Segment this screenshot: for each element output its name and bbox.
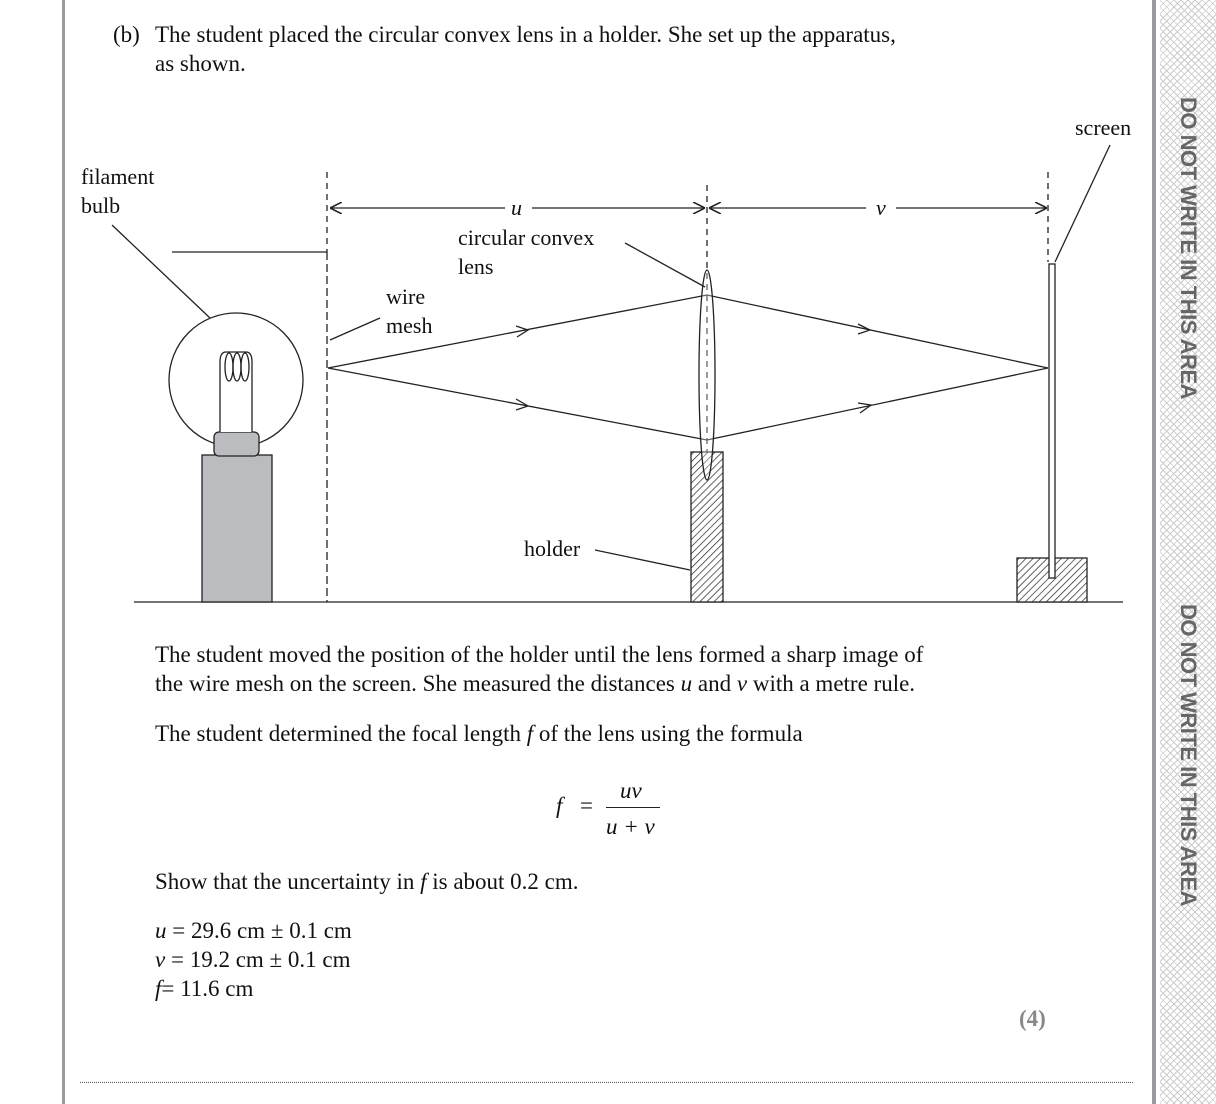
- data-line: [155, 945, 351, 974]
- label-holder: holder: [524, 536, 581, 561]
- symbol-u: u: [680, 671, 693, 696]
- symbol: f: [155, 976, 162, 1001]
- screen-leader: [1055, 145, 1110, 262]
- answer-line[interactable]: [80, 1082, 1133, 1083]
- do-not-write-label: DO NOT WRITE IN THIS AREA: [1176, 96, 1201, 400]
- ray-upper: [328, 295, 1048, 368]
- intro-text: as shown.: [155, 51, 246, 76]
- symbol: u: [155, 918, 167, 943]
- fraction-bar: [606, 807, 660, 808]
- label-bulb: bulb: [81, 193, 121, 218]
- bulb-leader: [112, 225, 210, 318]
- ray-lower: [328, 368, 1048, 440]
- label-wire: wire: [386, 284, 426, 309]
- bulb-cap: [214, 432, 259, 456]
- convex-lens: [699, 270, 715, 480]
- symbol-f: f: [526, 721, 534, 746]
- value: = 11.6 cm: [161, 976, 254, 1001]
- symbol-f: f: [420, 869, 427, 894]
- text: Show that the uncertainty in: [155, 869, 421, 894]
- formula-denominator: u + v: [606, 814, 655, 839]
- label-screen: screen: [1075, 115, 1132, 140]
- formula-numerator: uv: [620, 778, 642, 803]
- holder-leader: [595, 550, 690, 570]
- data-line: [155, 974, 253, 1003]
- label-lens: lens: [458, 254, 494, 279]
- text: The student determined the focal length: [155, 721, 527, 746]
- paragraph: [155, 719, 803, 748]
- text: and: [692, 671, 737, 696]
- marks-label: (4): [1019, 1006, 1046, 1031]
- value: = 29.6 cm ± 0.1 cm: [166, 918, 352, 943]
- formula-equals: =: [580, 793, 593, 818]
- label-v: v: [876, 195, 886, 220]
- text: with a metre rule.: [747, 671, 916, 696]
- value: = 19.2 cm ± 0.1 cm: [165, 947, 351, 972]
- label-circular-convex: circular convex: [458, 225, 595, 250]
- label-mesh: mesh: [386, 313, 433, 338]
- paragraph: [155, 867, 579, 896]
- mesh-leader: [330, 318, 380, 340]
- paragraph: [155, 669, 915, 698]
- part-label: (b): [113, 22, 140, 47]
- lens-leader: [625, 243, 705, 287]
- do-not-write-label: DO NOT WRITE IN THIS AREA: [1176, 603, 1201, 907]
- bulb-base: [202, 455, 272, 602]
- screen: [1049, 264, 1055, 578]
- label-u: u: [511, 195, 522, 220]
- intro-text: The student placed the circular convex lens in a holder. She set up the apparatus,: [155, 22, 896, 47]
- text: is about 0.2 cm.: [426, 869, 579, 894]
- label-filament: filament: [81, 164, 155, 189]
- text: of the lens using the formula: [533, 721, 803, 746]
- formula-lhs: f: [556, 793, 563, 818]
- symbol-v: v: [736, 671, 748, 696]
- text: the wire mesh on the screen. She measured the distances: [155, 671, 681, 696]
- paragraph: The student moved the position of the holder until the lens formed a sharp image of: [155, 642, 924, 667]
- symbol: v: [155, 947, 166, 972]
- data-line: [155, 916, 352, 945]
